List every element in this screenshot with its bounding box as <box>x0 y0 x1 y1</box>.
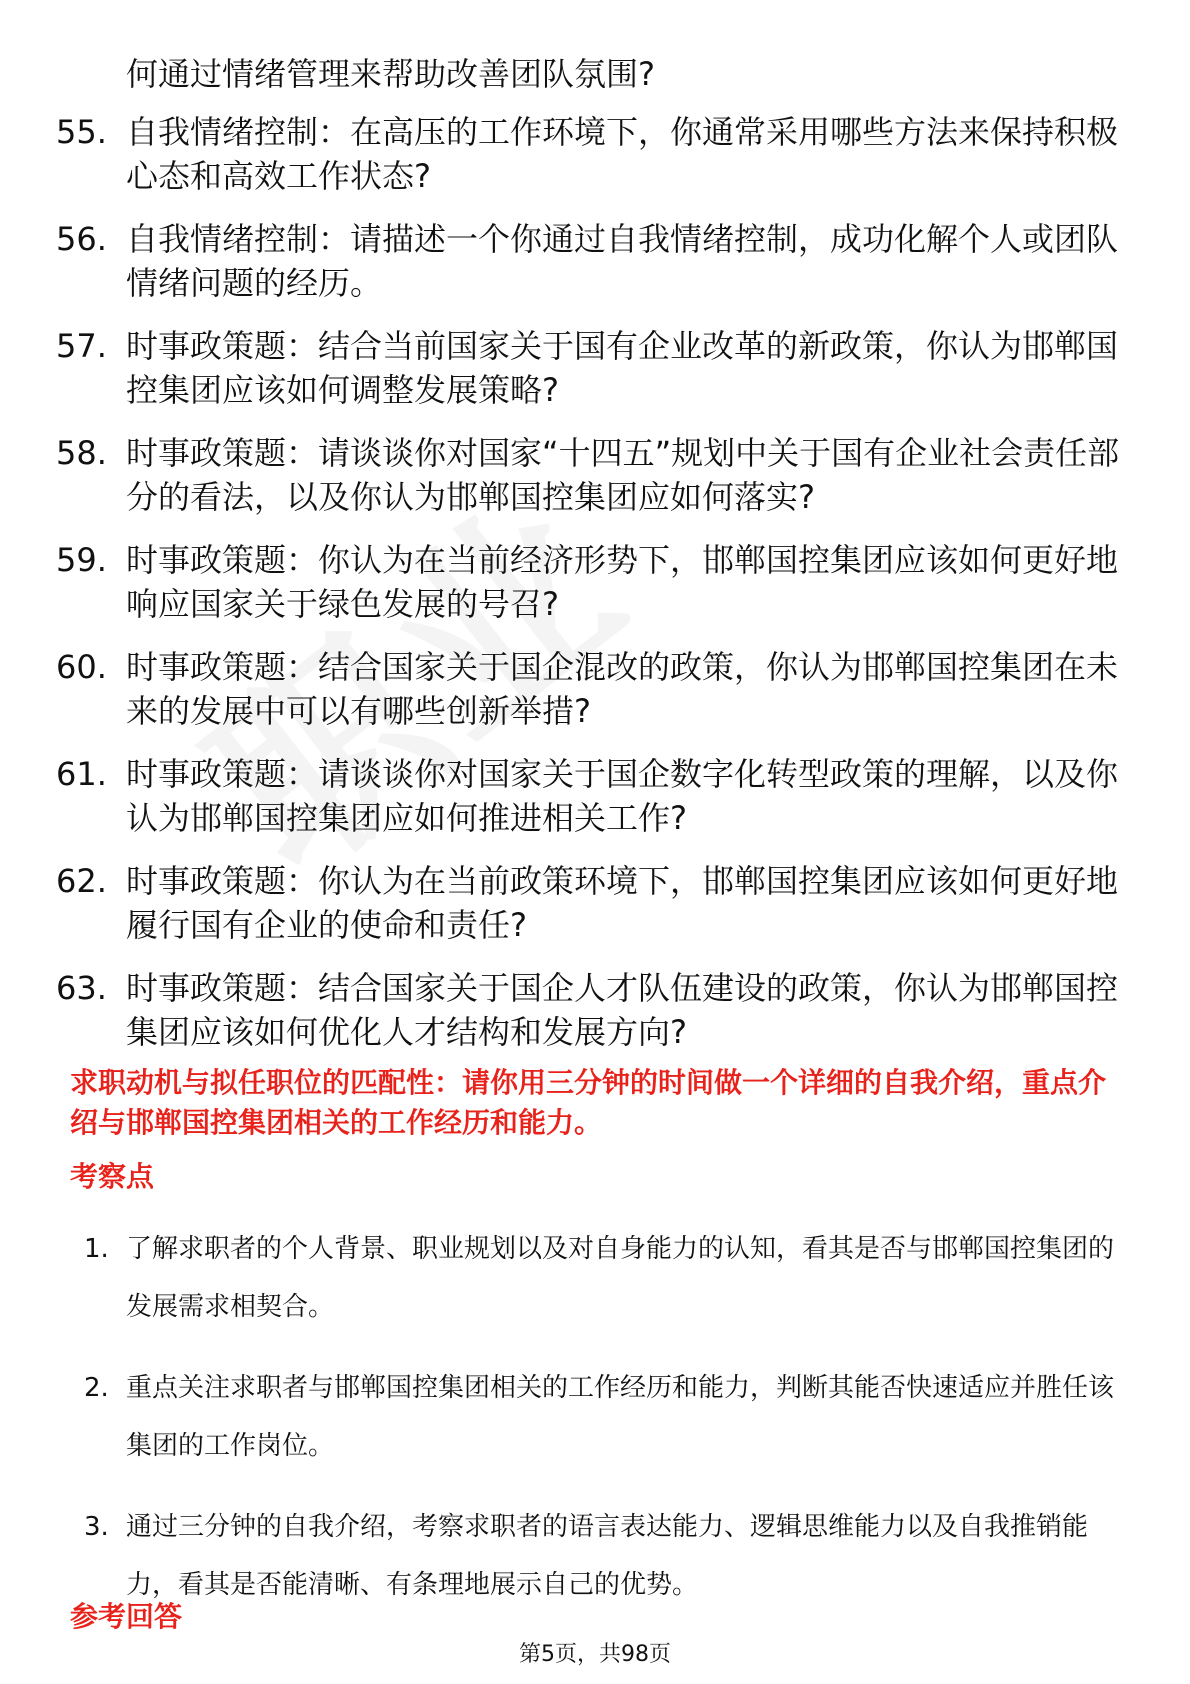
question-number: 57. <box>56 327 107 365</box>
point-text: 通过三分钟的自我介绍，考察求职者的语言表达能力、逻辑思维能力以及自我推销能力，看其是否能清晰、有条理地展示自己的优势。 <box>126 1512 1089 1600</box>
question-item <box>56 645 1136 733</box>
question-text: 时事政策题：请谈谈你对国家关于国企数字化转型政策的理解，以及你认为邯郸国控集团应如何推进相关工作? <box>126 755 1119 837</box>
question-item <box>56 431 1136 519</box>
question-number: 56. <box>56 220 107 258</box>
point-item <box>84 1220 1124 1336</box>
question-text: 自我情绪控制：在高压的工作环境下，你通常采用哪些方法来保持积极心态和高效工作状态? <box>126 113 1119 195</box>
point-item <box>84 1498 1124 1614</box>
question-text: 时事政策题：结合国家关于国企混改的政策，你认为邯郸国控集团在未来的发展中可以有哪些创新举措? <box>126 648 1119 730</box>
question-number: 60. <box>56 648 107 686</box>
question-text: 时事政策题：你认为在当前经济形势下，邯郸国控集团应该如何更好地响应国家关于绿色发展的号召? <box>126 541 1119 623</box>
section-title: 求职动机与拟任职位的匹配性：请你用三分钟的时间做一个详细的自我介绍，重点介绍与邯郸国控集团相关的工作经历和能力。 <box>70 1066 1107 1139</box>
question-item <box>56 217 1136 305</box>
question-number: 62. <box>56 862 107 900</box>
question-number: 63. <box>56 969 107 1007</box>
point-text: 重点关注求职者与邯郸国控集团相关的工作经历和能力，判断其能否快速适应并胜任该集团的工作岗位。 <box>126 1373 1115 1461</box>
question-item <box>56 538 1136 626</box>
kaochadian-heading: 考察点 <box>70 1160 155 1193</box>
question-item <box>56 966 1136 1054</box>
question-item <box>56 324 1136 412</box>
question-item <box>56 752 1136 840</box>
question-text: 时事政策题：结合国家关于国企人才队伍建设的政策，你认为邯郸国控集团应该如何优化人才结构和发展方向? <box>126 969 1119 1051</box>
point-text: 了解求职者的个人背景、职业规划以及对自身能力的认知，看其是否与邯郸国控集团的发展需求相契合。 <box>126 1234 1115 1322</box>
question-number: 58. <box>56 434 107 472</box>
question-list <box>56 110 1136 1073</box>
question-number: 61. <box>56 755 107 793</box>
point-item <box>84 1359 1124 1475</box>
continuation-text: 何通过情绪管理来帮助改善团队氛围? <box>126 55 655 93</box>
point-number: 3. <box>84 1512 109 1542</box>
point-number: 2. <box>84 1373 109 1403</box>
question-number: 59. <box>56 541 107 579</box>
question-text: 自我情绪控制：请描述一个你通过自我情绪控制，成功化解个人或团队情绪问题的经历。 <box>126 220 1119 302</box>
question-text: 时事政策题：你认为在当前政策环境下，邯郸国控集团应该如何更好地履行国有企业的使命和责任? <box>126 862 1119 944</box>
page-footer: 第5页，共98页 <box>519 1642 671 1667</box>
question-item <box>56 110 1136 198</box>
question-text: 时事政策题：请谈谈你对国家“十四五”规划中关于国有企业社会责任部分的看法，以及你认为邯郸国控集团应如何落实? <box>126 434 1120 516</box>
point-list <box>84 1220 1124 1637</box>
point-number: 1. <box>84 1234 109 1264</box>
question-item <box>56 859 1136 947</box>
question-text: 时事政策题：结合当前国家关于国有企业改革的新政策，你认为邯郸国控集团应该如何调整发展策略? <box>126 327 1119 409</box>
question-number: 55. <box>56 113 107 151</box>
cankao-heading: 参考回答 <box>70 1600 183 1633</box>
